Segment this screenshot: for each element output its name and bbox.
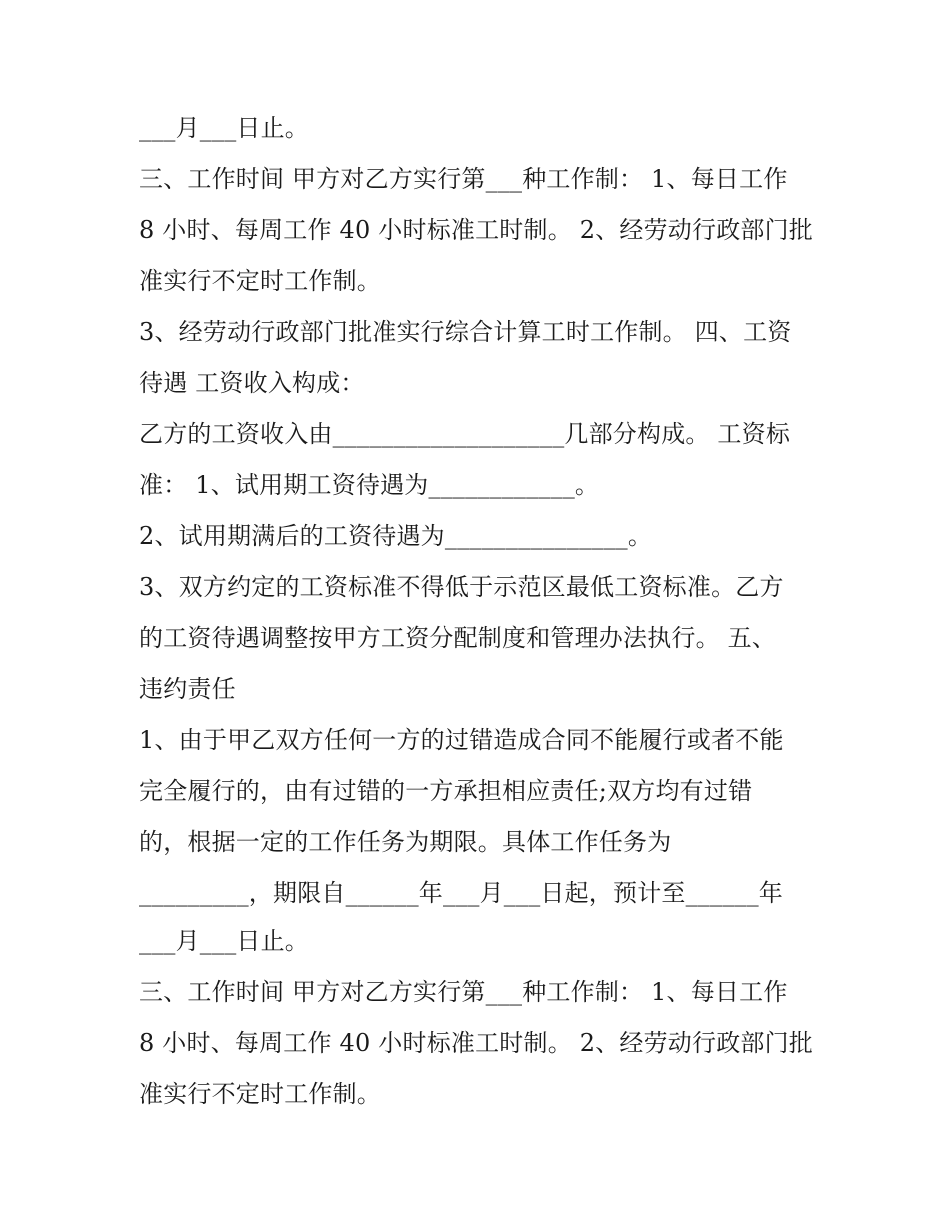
- text-line: 准： 1、试用期工资待遇为____________。: [139, 471, 600, 499]
- text-line: 违约责任: [139, 675, 236, 703]
- text-line: 三、工作时间 甲方对乙方实行第___种工作制： 1、每日工作: [139, 165, 788, 193]
- text-line: 的工资待遇调整按甲方工资分配制度和管理办法执行。 五、: [139, 624, 777, 652]
- text-line: 完全履行的，由有过错的一方承担相应责任;双方均有过错: [139, 777, 753, 805]
- text-line: ___月___日止。: [139, 927, 309, 955]
- text-line: 三、工作时间 甲方对乙方实行第___种工作制： 1、每日工作: [139, 978, 788, 1006]
- text-line: 的，根据一定的工作任务为期限。具体工作任务为: [139, 828, 672, 856]
- text-line: 8 小时、每周工作 40 小时标准工时制。 2、经劳动行政部门批: [139, 216, 813, 244]
- text-line: ___月___日止。: [139, 114, 309, 142]
- text-line: 3、双方约定的工资标准不得低于示范区最低工资标准。乙方: [139, 573, 784, 601]
- text-line: 准实行不定时工作制。: [139, 1080, 381, 1108]
- text-line: _________，期限自______年___月___日起，预计至______年: [139, 879, 783, 907]
- text-line: 3、经劳动行政部门批准实行综合计算工时工作制。 四、工资: [139, 318, 792, 346]
- text-line: 准实行不定时工作制。: [139, 267, 381, 295]
- text-line: 2、试用期满后的工资待遇为_______________。: [139, 522, 653, 550]
- text-line: 乙方的工资收入由___________________几部分构成。 工资标: [139, 420, 791, 448]
- text-line: 1、由于甲乙双方任何一方的过错造成合同不能履行或者不能: [139, 726, 784, 754]
- text-line: 待遇 工资收入构成：: [139, 369, 365, 397]
- text-line: 8 小时、每周工作 40 小时标准工时制。 2、经劳动行政部门批: [139, 1029, 813, 1057]
